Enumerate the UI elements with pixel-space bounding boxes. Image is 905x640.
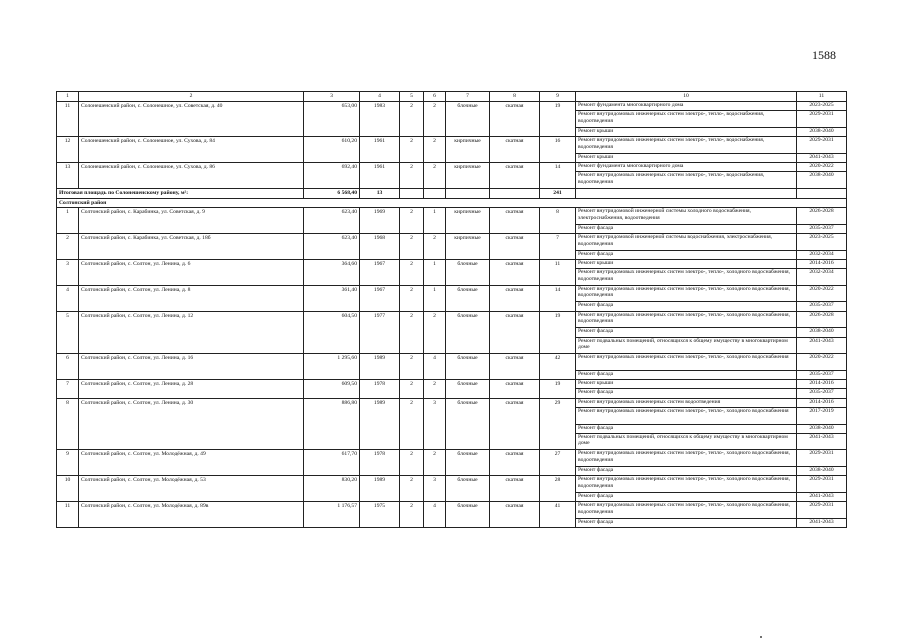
row-number: 5 xyxy=(57,311,79,353)
residents-cell: 11 xyxy=(540,259,576,285)
area-cell: 830,20 xyxy=(304,476,360,502)
address-cell: Солтонский район, с. Солтон, ул. Ленина, д. 30 xyxy=(79,398,304,450)
period-cell xyxy=(797,450,847,476)
year-cell: 1969 xyxy=(360,208,400,234)
works-cell xyxy=(576,476,797,502)
repair-work-item: Ремонт фасада xyxy=(576,492,796,501)
year-cell: 1967 xyxy=(360,259,400,285)
repair-period: 2020-2022 xyxy=(809,354,834,361)
repair-work-item: Ремонт фасада xyxy=(576,224,796,233)
wall-material-cell: кирпичные xyxy=(446,137,490,163)
year-cell: 1961 xyxy=(360,163,400,189)
roof-type-cell: скатная xyxy=(490,354,540,380)
entrances-cell: 4 xyxy=(424,354,446,380)
period-cell xyxy=(797,354,847,380)
table-row xyxy=(57,234,847,260)
row-number: 10 xyxy=(57,476,79,502)
column-number: 6 xyxy=(424,92,446,102)
row-number: 13 xyxy=(57,163,79,189)
floors-cell: 2 xyxy=(400,398,424,450)
residents-cell: 8 xyxy=(540,208,576,234)
table-row xyxy=(57,450,847,476)
entrances-cell: 2 xyxy=(424,137,446,163)
floors-cell: 2 xyxy=(400,502,424,528)
repair-period: 2014-2016 xyxy=(809,259,834,266)
repair-period: 2035-2037 xyxy=(797,370,846,379)
repair-work-item: Ремонт крыши xyxy=(576,153,796,162)
residents-cell: 14 xyxy=(540,163,576,189)
repair-work-item: Ремонт фасада xyxy=(576,388,796,397)
roof-type-cell: скатная xyxy=(490,476,540,502)
residents-cell: 19 xyxy=(540,380,576,399)
wall-material-cell: кирпичные xyxy=(446,208,490,234)
column-number: 5 xyxy=(400,92,424,102)
repair-work-item: Ремонт фасада xyxy=(576,370,796,379)
roof-type-cell: скатная xyxy=(490,398,540,450)
roof-type-cell: скатная xyxy=(490,311,540,353)
scan-mark xyxy=(760,636,762,638)
address-cell: Солтонский район, с. Карабинка, ул. Советская, д. 9 xyxy=(79,208,304,234)
repair-work-item: Ремонт крыши xyxy=(576,127,796,136)
row-number: 7 xyxy=(57,380,79,399)
area-cell: 623,40 xyxy=(304,208,360,234)
repair-period: 2023-2025 xyxy=(809,234,834,241)
empty-cell xyxy=(446,188,490,198)
works-cell xyxy=(576,163,797,189)
repair-period: 2029-2031 xyxy=(809,476,834,483)
address-cell: Солтонский район, с. Солтон, ул. Молодёжная, д. 49 xyxy=(79,450,304,476)
address-cell: Солонешенский район, с. Солонешное, ул. Сухова, д. 86 xyxy=(79,163,304,189)
wall-material-cell: блочные xyxy=(446,354,490,380)
empty-cell xyxy=(424,188,446,198)
year-cell: 1989 xyxy=(360,476,400,502)
period-cell xyxy=(797,102,847,137)
repair-period: 2029-2031 xyxy=(809,450,834,457)
works-cell xyxy=(576,259,797,285)
column-number: 9 xyxy=(540,92,576,102)
roof-type-cell: скатная xyxy=(490,163,540,189)
area-cell: 623,40 xyxy=(304,234,360,260)
row-number: 6 xyxy=(57,354,79,380)
repair-period: 2038-2040 xyxy=(797,327,846,336)
row-number: 1 xyxy=(57,208,79,234)
entrances-cell: 2 xyxy=(424,380,446,399)
year-cell: 1983 xyxy=(360,102,400,137)
repair-period: 2014-2016 xyxy=(809,380,834,387)
address-cell: Солтонский район, с. Солтон, ул. Ленина, д. 12 xyxy=(79,311,304,353)
district-total-area: 6 568,40 xyxy=(304,188,360,198)
column-number: 1 xyxy=(57,92,79,102)
table-row xyxy=(57,137,847,163)
entrances-cell: 2 xyxy=(424,234,446,260)
repair-period: 2038-2040 xyxy=(797,466,846,475)
repair-period: 2023-2025 xyxy=(809,102,834,108)
roof-type-cell: скатная xyxy=(490,259,540,285)
repair-work-item: Ремонт подвальных помещений, относящихся к общему имуществу в многоквартирном доме xyxy=(576,337,796,354)
year-cell: 1978 xyxy=(360,380,400,399)
table-row xyxy=(57,285,847,311)
address-cell: Солтонский район, с. Солтон, ул. Ленина, д. 16 xyxy=(79,354,304,380)
year-cell: 1978 xyxy=(360,450,400,476)
period-cell xyxy=(797,502,847,528)
repair-period: 2029-2031 xyxy=(797,110,846,127)
repair-work-item: Ремонт фасада xyxy=(576,250,796,259)
repair-work-item: Ремонт фасада xyxy=(576,466,796,475)
residents-cell: 28 xyxy=(540,476,576,502)
repair-period: 2017-2019 xyxy=(797,407,846,424)
residents-cell: 16 xyxy=(540,137,576,163)
wall-material-cell: блочные xyxy=(446,311,490,353)
area-cell: 364,60 xyxy=(304,259,360,285)
area-cell: 617,70 xyxy=(304,450,360,476)
repair-work-item: Ремонт внутридомовых инженерных систем электро-, тепло-, водоснабжения, водоотведения xyxy=(578,137,765,150)
works-cell xyxy=(576,285,797,311)
floors-cell: 2 xyxy=(400,476,424,502)
empty-cell xyxy=(400,188,424,198)
period-cell xyxy=(797,163,847,189)
repair-work-item: Ремонт внутридомовых инженерных систем электро-, тепло-, холодного водоснабжения xyxy=(578,354,789,361)
column-number-row xyxy=(57,92,847,102)
area-cell: 692,40 xyxy=(304,163,360,189)
district-total-label: Итоговая площадь по Солонешенскому району, м²: xyxy=(57,188,304,198)
address-cell: Солтонский район, с. Карабинка, ул. Советская, д. 18б xyxy=(79,234,304,260)
table-row xyxy=(57,208,847,234)
entrances-cell: 2 xyxy=(424,102,446,137)
works-cell xyxy=(576,208,797,234)
wall-material-cell: блочные xyxy=(446,380,490,399)
table-row xyxy=(57,311,847,353)
floors-cell: 2 xyxy=(400,137,424,163)
row-number: 11 xyxy=(57,102,79,137)
table-row xyxy=(57,354,847,380)
district-total-count: 13 xyxy=(360,188,400,198)
floors-cell: 2 xyxy=(400,450,424,476)
repair-work-item: Ремонт внутридомовых инженерных систем электро-, тепло-, водоснабжения, водоотведения xyxy=(576,110,796,127)
column-number: 4 xyxy=(360,92,400,102)
roof-type-cell: скатная xyxy=(490,208,540,234)
roof-type-cell: скатная xyxy=(490,137,540,163)
floors-cell: 2 xyxy=(400,259,424,285)
repair-period: 2020-2022 xyxy=(809,163,834,170)
floors-cell: 2 xyxy=(400,380,424,399)
district-heading-row xyxy=(57,198,847,208)
repair-period: 2041-2043 xyxy=(797,153,846,162)
year-cell: 1961 xyxy=(360,137,400,163)
works-cell xyxy=(576,234,797,260)
residents-cell: 14 xyxy=(540,285,576,311)
year-cell: 1967 xyxy=(360,285,400,311)
floors-cell: 2 xyxy=(400,285,424,311)
empty-cell xyxy=(490,188,540,198)
floors-cell: 2 xyxy=(400,208,424,234)
works-cell xyxy=(576,311,797,353)
works-cell xyxy=(576,502,797,528)
period-cell xyxy=(797,398,847,450)
district-total-row xyxy=(57,188,847,198)
residents-cell: 41 xyxy=(540,502,576,528)
floors-cell: 2 xyxy=(400,234,424,260)
period-cell xyxy=(797,208,847,234)
residents-cell: 19 xyxy=(540,102,576,137)
address-cell: Солтонский район, с. Солтон, ул. Молодёжная, д. 89в xyxy=(79,502,304,528)
roof-type-cell: скатная xyxy=(490,102,540,137)
repair-period: 2041-2043 xyxy=(797,433,846,450)
period-cell xyxy=(797,380,847,399)
table-row xyxy=(57,502,847,528)
wall-material-cell: блочные xyxy=(446,450,490,476)
repair-period: 2035-2037 xyxy=(797,388,846,397)
repair-work-item: Ремонт фасада xyxy=(576,518,796,527)
entrances-cell: 3 xyxy=(424,398,446,450)
repair-work-item: Ремонт внутридомовых инженерных систем электро-, тепло-, холодного водоснабжения, водоотведения xyxy=(578,285,790,299)
repair-work-item: Ремонт внутридомовых инженерных систем электро-, тепло-, холодного водоснабжения, водоотведения xyxy=(576,268,796,285)
residents-cell: 29 xyxy=(540,398,576,450)
repair-period: 2035-2037 xyxy=(797,301,846,310)
roof-type-cell: скатная xyxy=(490,450,540,476)
row-number: 9 xyxy=(57,450,79,476)
entrances-cell: 2 xyxy=(424,311,446,353)
period-cell xyxy=(797,137,847,163)
table-row xyxy=(57,102,847,137)
entrances-cell: 2 xyxy=(424,163,446,189)
period-cell xyxy=(797,234,847,260)
row-number: 4 xyxy=(57,285,79,311)
works-cell xyxy=(576,102,797,137)
row-number: 2 xyxy=(57,234,79,260)
repair-work-item: Ремонт внутридомовой инженерной системы водоснабжения, электроснабжения, водоотведения xyxy=(578,234,773,247)
roof-type-cell: скатная xyxy=(490,234,540,260)
area-cell: 610,20 xyxy=(304,137,360,163)
year-cell: 1989 xyxy=(360,398,400,450)
repair-period: 2014-2016 xyxy=(809,398,834,405)
residents-cell: 19 xyxy=(540,311,576,353)
table-row xyxy=(57,476,847,502)
repair-work-item: Ремонт внутридомовых инженерных систем электро-, тепло-, холодного водоснабжения, водоотведения xyxy=(578,450,790,464)
row-number: 3 xyxy=(57,259,79,285)
address-cell: Солонешенский район, с. Солонешное, ул. Сухова, д. 84 xyxy=(79,137,304,163)
wall-material-cell: блочные xyxy=(446,502,490,528)
wall-material-cell: кирпичные xyxy=(446,163,490,189)
repair-work-item: Ремонт внутридомовых инженерных систем электро-, тепло-, холодного водоснабжения xyxy=(576,407,796,424)
floors-cell: 2 xyxy=(400,163,424,189)
column-number: 3 xyxy=(304,92,360,102)
repair-period: 2026-2028 xyxy=(809,208,834,215)
period-cell xyxy=(797,476,847,502)
floors-cell: 2 xyxy=(400,354,424,380)
area-cell: 1 295,60 xyxy=(304,354,360,380)
repair-period: 2029-2031 xyxy=(809,502,834,509)
residents-cell: 7 xyxy=(540,234,576,260)
area-cell: 609,50 xyxy=(304,380,360,399)
works-cell xyxy=(576,450,797,476)
wall-material-cell: блочные xyxy=(446,476,490,502)
repair-period: 2035-2037 xyxy=(797,224,846,233)
empty-cell xyxy=(797,188,847,198)
works-cell xyxy=(576,137,797,163)
floors-cell: 2 xyxy=(400,102,424,137)
entrances-cell: 1 xyxy=(424,285,446,311)
roof-type-cell: скатная xyxy=(490,380,540,399)
repair-work-item: Ремонт внутридомовых инженерных систем электро-, тепло-, водоснабжения, водоотведения xyxy=(576,171,796,188)
repair-period: 2029-2031 xyxy=(809,137,834,144)
area-cell: 604,50 xyxy=(304,311,360,353)
year-cell: 1977 xyxy=(360,311,400,353)
repair-work-item: Ремонт фундамента многоквартирного дома xyxy=(578,163,684,170)
repair-work-item: Ремонт крыши xyxy=(578,380,614,387)
repair-period: 2020-2022 xyxy=(809,285,834,292)
roof-type-cell: скатная xyxy=(490,502,540,528)
repair-period: 2032-2034 xyxy=(797,268,846,285)
floors-cell: 2 xyxy=(400,311,424,353)
year-cell: 1989 xyxy=(360,354,400,380)
repair-period: 2038-2040 xyxy=(797,127,846,136)
repair-work-item: Ремонт фасада xyxy=(576,301,796,310)
column-number: 10 xyxy=(576,92,797,102)
repair-period: 2026-2028 xyxy=(809,311,834,318)
district-total-residents: 241 xyxy=(540,188,576,198)
repair-work-item: Ремонт внутридомовой инженерной системы холодного водоснабжения, электроснабжения, водоотведения xyxy=(578,208,752,221)
wall-material-cell: блочные xyxy=(446,398,490,450)
entrances-cell: 1 xyxy=(424,259,446,285)
area-cell: 1 176,57 xyxy=(304,502,360,528)
repair-work-item: Ремонт фасада xyxy=(576,327,796,336)
residents-cell: 27 xyxy=(540,450,576,476)
repair-work-item: Ремонт фасада xyxy=(576,424,796,433)
repair-work-item: Ремонт внутридомовых инженерных систем электро-, тепло-, холодного водоснабжения, водоотведения xyxy=(578,476,790,489)
address-cell: Солтонский район, с. Солтон, ул. Ленина, д. 6 xyxy=(79,259,304,285)
table-row xyxy=(57,259,847,285)
row-number: 11 xyxy=(57,502,79,528)
row-number: 8 xyxy=(57,398,79,450)
table-row xyxy=(57,380,847,399)
table-row xyxy=(57,398,847,450)
repair-period: 2032-2034 xyxy=(797,250,846,259)
year-cell: 1968 xyxy=(360,234,400,260)
column-number: 7 xyxy=(446,92,490,102)
entrances-cell: 4 xyxy=(424,502,446,528)
empty-cell xyxy=(576,188,797,198)
row-number: 12 xyxy=(57,137,79,163)
repair-period: 2041-2043 xyxy=(797,492,846,501)
entrances-cell: 2 xyxy=(424,450,446,476)
wall-material-cell: блочные xyxy=(446,102,490,137)
area-cell: 653,00 xyxy=(304,102,360,137)
page-number: 1588 xyxy=(812,48,836,62)
address-cell: Солтонский район, с. Солтон, ул. Ленина, д. 28 xyxy=(79,380,304,399)
table-row xyxy=(57,163,847,189)
repair-work-item: Ремонт крыши xyxy=(578,259,614,266)
capital-repair-table xyxy=(56,91,847,528)
wall-material-cell: блочные xyxy=(446,259,490,285)
repair-period: 2041-2043 xyxy=(797,337,846,354)
repair-period: 2038-2040 xyxy=(797,171,846,188)
area-cell: 361,40 xyxy=(304,285,360,311)
year-cell: 1975 xyxy=(360,502,400,528)
repair-work-item: Ремонт фундамента многоквартирного дома xyxy=(578,102,684,108)
address-cell: Солтонский район, с. Солтон, ул. Молодёжная, д. 53 xyxy=(79,476,304,502)
repair-period: 2041-2043 xyxy=(797,518,846,527)
column-number: 2 xyxy=(79,92,304,102)
residents-cell: 42 xyxy=(540,354,576,380)
table-body xyxy=(57,92,847,528)
repair-period: 2038-2040 xyxy=(797,424,846,433)
repair-work-item: Ремонт внутридомовых инженерных систем водоотведения xyxy=(578,398,721,405)
column-number: 11 xyxy=(797,92,847,102)
period-cell xyxy=(797,311,847,353)
address-cell: Солонешенский район, с. Солонешное, ул. Советская, д. 40 xyxy=(79,102,304,137)
district-heading: Солтонский район xyxy=(57,198,847,208)
repair-work-item: Ремонт внутридомовых инженерных систем электро-, тепло-, холодного водоснабжения, водоотведения xyxy=(578,502,790,515)
column-number: 8 xyxy=(490,92,540,102)
area-cell: 886,80 xyxy=(304,398,360,450)
entrances-cell: 3 xyxy=(424,476,446,502)
period-cell xyxy=(797,259,847,285)
works-cell xyxy=(576,354,797,380)
wall-material-cell: блочные xyxy=(446,285,490,311)
period-cell xyxy=(797,285,847,311)
works-cell xyxy=(576,398,797,450)
entrances-cell: 1 xyxy=(424,208,446,234)
repair-work-item: Ремонт подвальных помещений, относящихся к общему имуществу в многоквартирном доме xyxy=(576,433,796,450)
repair-work-item: Ремонт внутридомовых инженерных систем электро-, тепло-, холодного водоснабжения, водоотведения xyxy=(578,311,790,325)
roof-type-cell: скатная xyxy=(490,285,540,311)
wall-material-cell: кирпичные xyxy=(446,234,490,260)
address-cell: Солтонский район, с. Солтон, ул. Ленина, д. 8 xyxy=(79,285,304,311)
works-cell xyxy=(576,380,797,399)
